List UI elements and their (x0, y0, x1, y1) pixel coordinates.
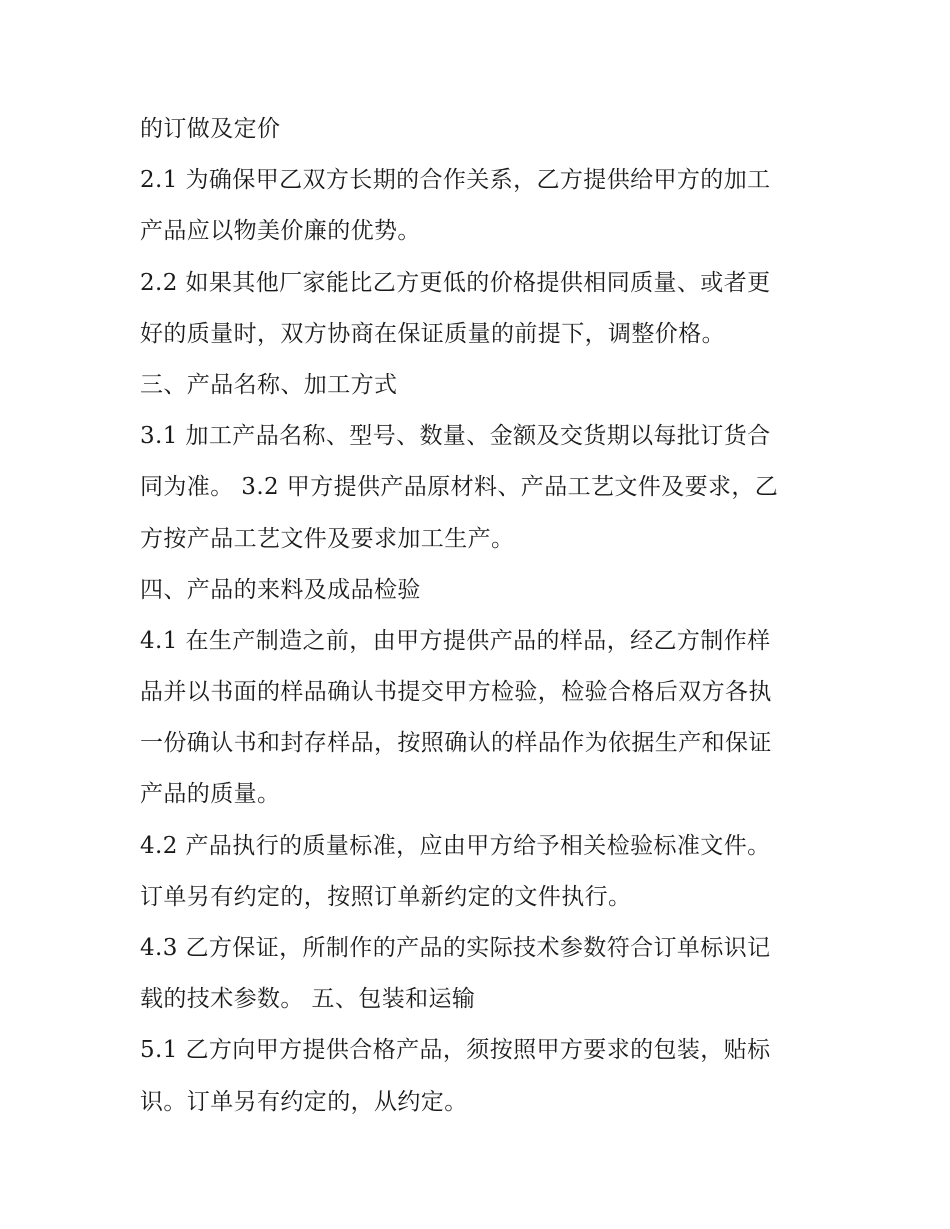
document-body (140, 104, 820, 1128)
text-line-13: 一份确认书和封存样品，按照确认的样品作为依据生产和保证 (140, 730, 772, 757)
text-line-18: 载的技术参数。 五、包装和运输 (140, 986, 476, 1013)
section-heading-3: 三、产品名称、加工方式 (140, 371, 398, 398)
text-line-7: 3.1 加工产品名称、型号、数量、金额及交货期以每批订货合 (140, 423, 771, 450)
text-line-8: 同为准。 3.2 甲方提供产品原材料、产品工艺文件及要求，乙 (140, 474, 779, 501)
text-line-3: 产品应以物美价廉的优势。 (140, 218, 421, 245)
text-line-5: 好的质量时，双方协商在保证质量的前提下，调整价格。 (140, 320, 725, 347)
text-line-11: 4.1 在生产制造之前，由甲方提供产品的样品，经乙方制作样 (140, 627, 771, 654)
text-line-4: 2.2 如果其他厂家能比乙方更低的价格提供相同质量、或者更 (140, 269, 771, 296)
text-line-14: 产品的质量。 (140, 781, 281, 808)
section-heading-4: 四、产品的来料及成品检验 (140, 576, 421, 603)
text-line-2: 2.1 为确保甲乙双方长期的合作关系，乙方提供给甲方的加工 (140, 167, 771, 194)
text-line-1: 的订做及定价 (140, 116, 281, 142)
text-line-16: 订单另有约定的，按照订单新约定的文件执行。 (140, 883, 632, 910)
text-line-12: 品并以书面的样品确认书提交甲方检验，检验合格后双方各执 (140, 679, 772, 706)
text-line-20: 识。订单另有约定的，从约定。 (140, 1088, 468, 1115)
text-line-9: 方按产品工艺文件及要求加工生产。 (140, 525, 515, 552)
text-line-19: 5.1 乙方向甲方提供合格产品，须按照甲方要求的包装，贴标 (140, 1037, 771, 1064)
text-line-17: 4.3 乙方保证，所制作的产品的实际技术参数符合订单标识记 (140, 935, 771, 961)
text-line-15: 4.2 产品执行的质量标准，应由甲方给予相关检验标准文件。 (140, 832, 771, 859)
